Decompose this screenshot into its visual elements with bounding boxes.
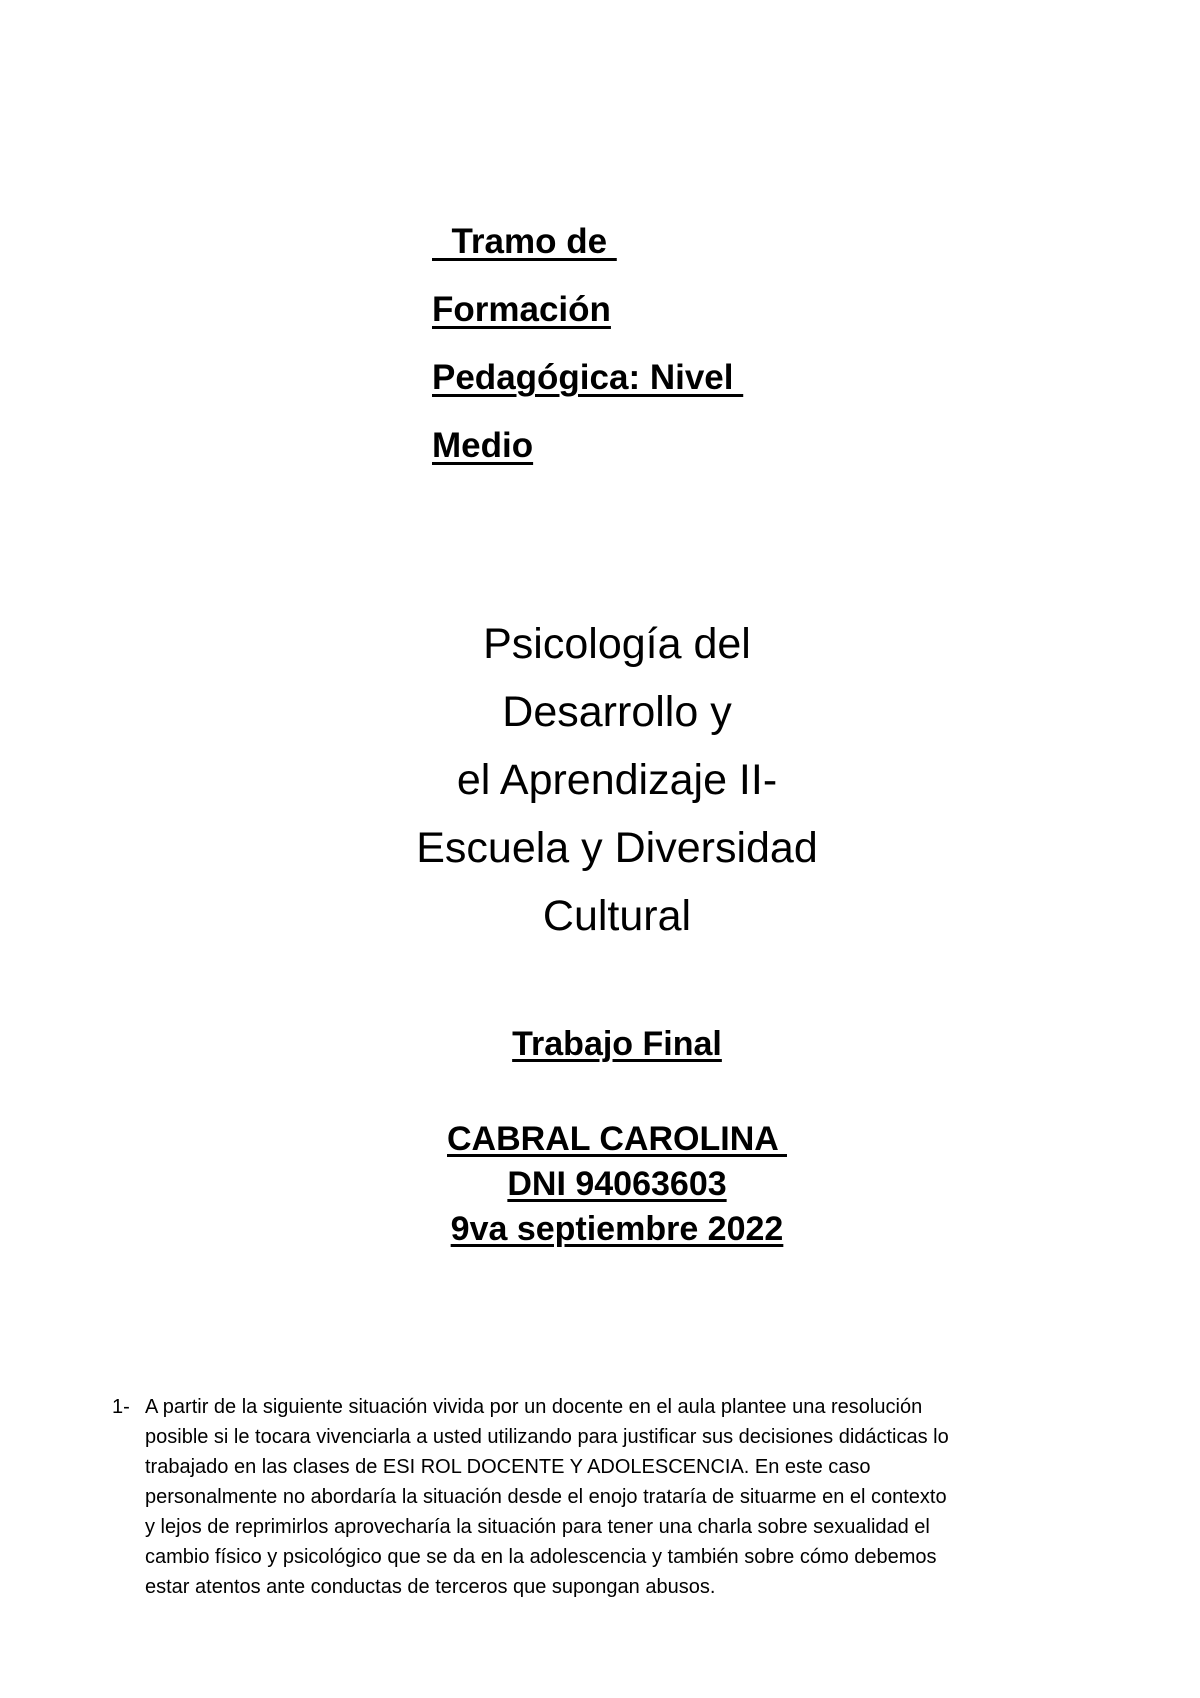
subject-title bbox=[0, 610, 1200, 950]
author-dni: DNI 94063603 bbox=[507, 1165, 727, 1203]
subject-line: Escuela y Diversidad bbox=[416, 824, 818, 872]
subject-line: el Aprendizaje II- bbox=[456, 756, 778, 804]
text-line: personalmente no abordaría la situación desde el enojo trataría de situarme en el contexto bbox=[145, 1486, 947, 1508]
question-number: 1- bbox=[112, 1396, 130, 1418]
submission-date: 9va septiembre 2022 bbox=[450, 1210, 784, 1248]
subject-line: Desarrollo y bbox=[502, 688, 732, 736]
program-title bbox=[432, 208, 743, 480]
subject-line: Cultural bbox=[542, 892, 692, 940]
program-title-line: Formación bbox=[432, 290, 611, 329]
author-name: CABRAL CAROLINA bbox=[447, 1120, 787, 1158]
text-line: posible si le tocara vivenciarla a usted utilizando para justificar sus decisiones didácticas lo bbox=[145, 1426, 949, 1448]
question-text bbox=[145, 1392, 949, 1602]
program-title-line: Tramo de bbox=[432, 222, 617, 261]
work-title: Trabajo Final bbox=[512, 1025, 722, 1063]
author-block bbox=[0, 1117, 1200, 1252]
text-line: y lejos de reprimirlos aprovecharía la situación para tener una charla sobre sexualidad el bbox=[145, 1516, 930, 1538]
text-line: A partir de la siguiente situación vivida por un docente en el aula plantee una resolución bbox=[145, 1396, 923, 1418]
program-title-line: Medio bbox=[432, 426, 534, 465]
subject-line: Psicología del bbox=[483, 620, 751, 668]
program-title-line: Pedagógica: Nivel bbox=[432, 358, 744, 397]
text-line: estar atentos ante conductas de terceros que supongan abusos. bbox=[145, 1576, 716, 1598]
text-line: trabajado en las clases de ESI ROL DOCENTE Y ADOLESCENCIA. En este caso bbox=[145, 1456, 871, 1478]
text-line: cambio físico y psicológico que se da en la adolescencia y también sobre cómo debemos bbox=[145, 1546, 937, 1568]
